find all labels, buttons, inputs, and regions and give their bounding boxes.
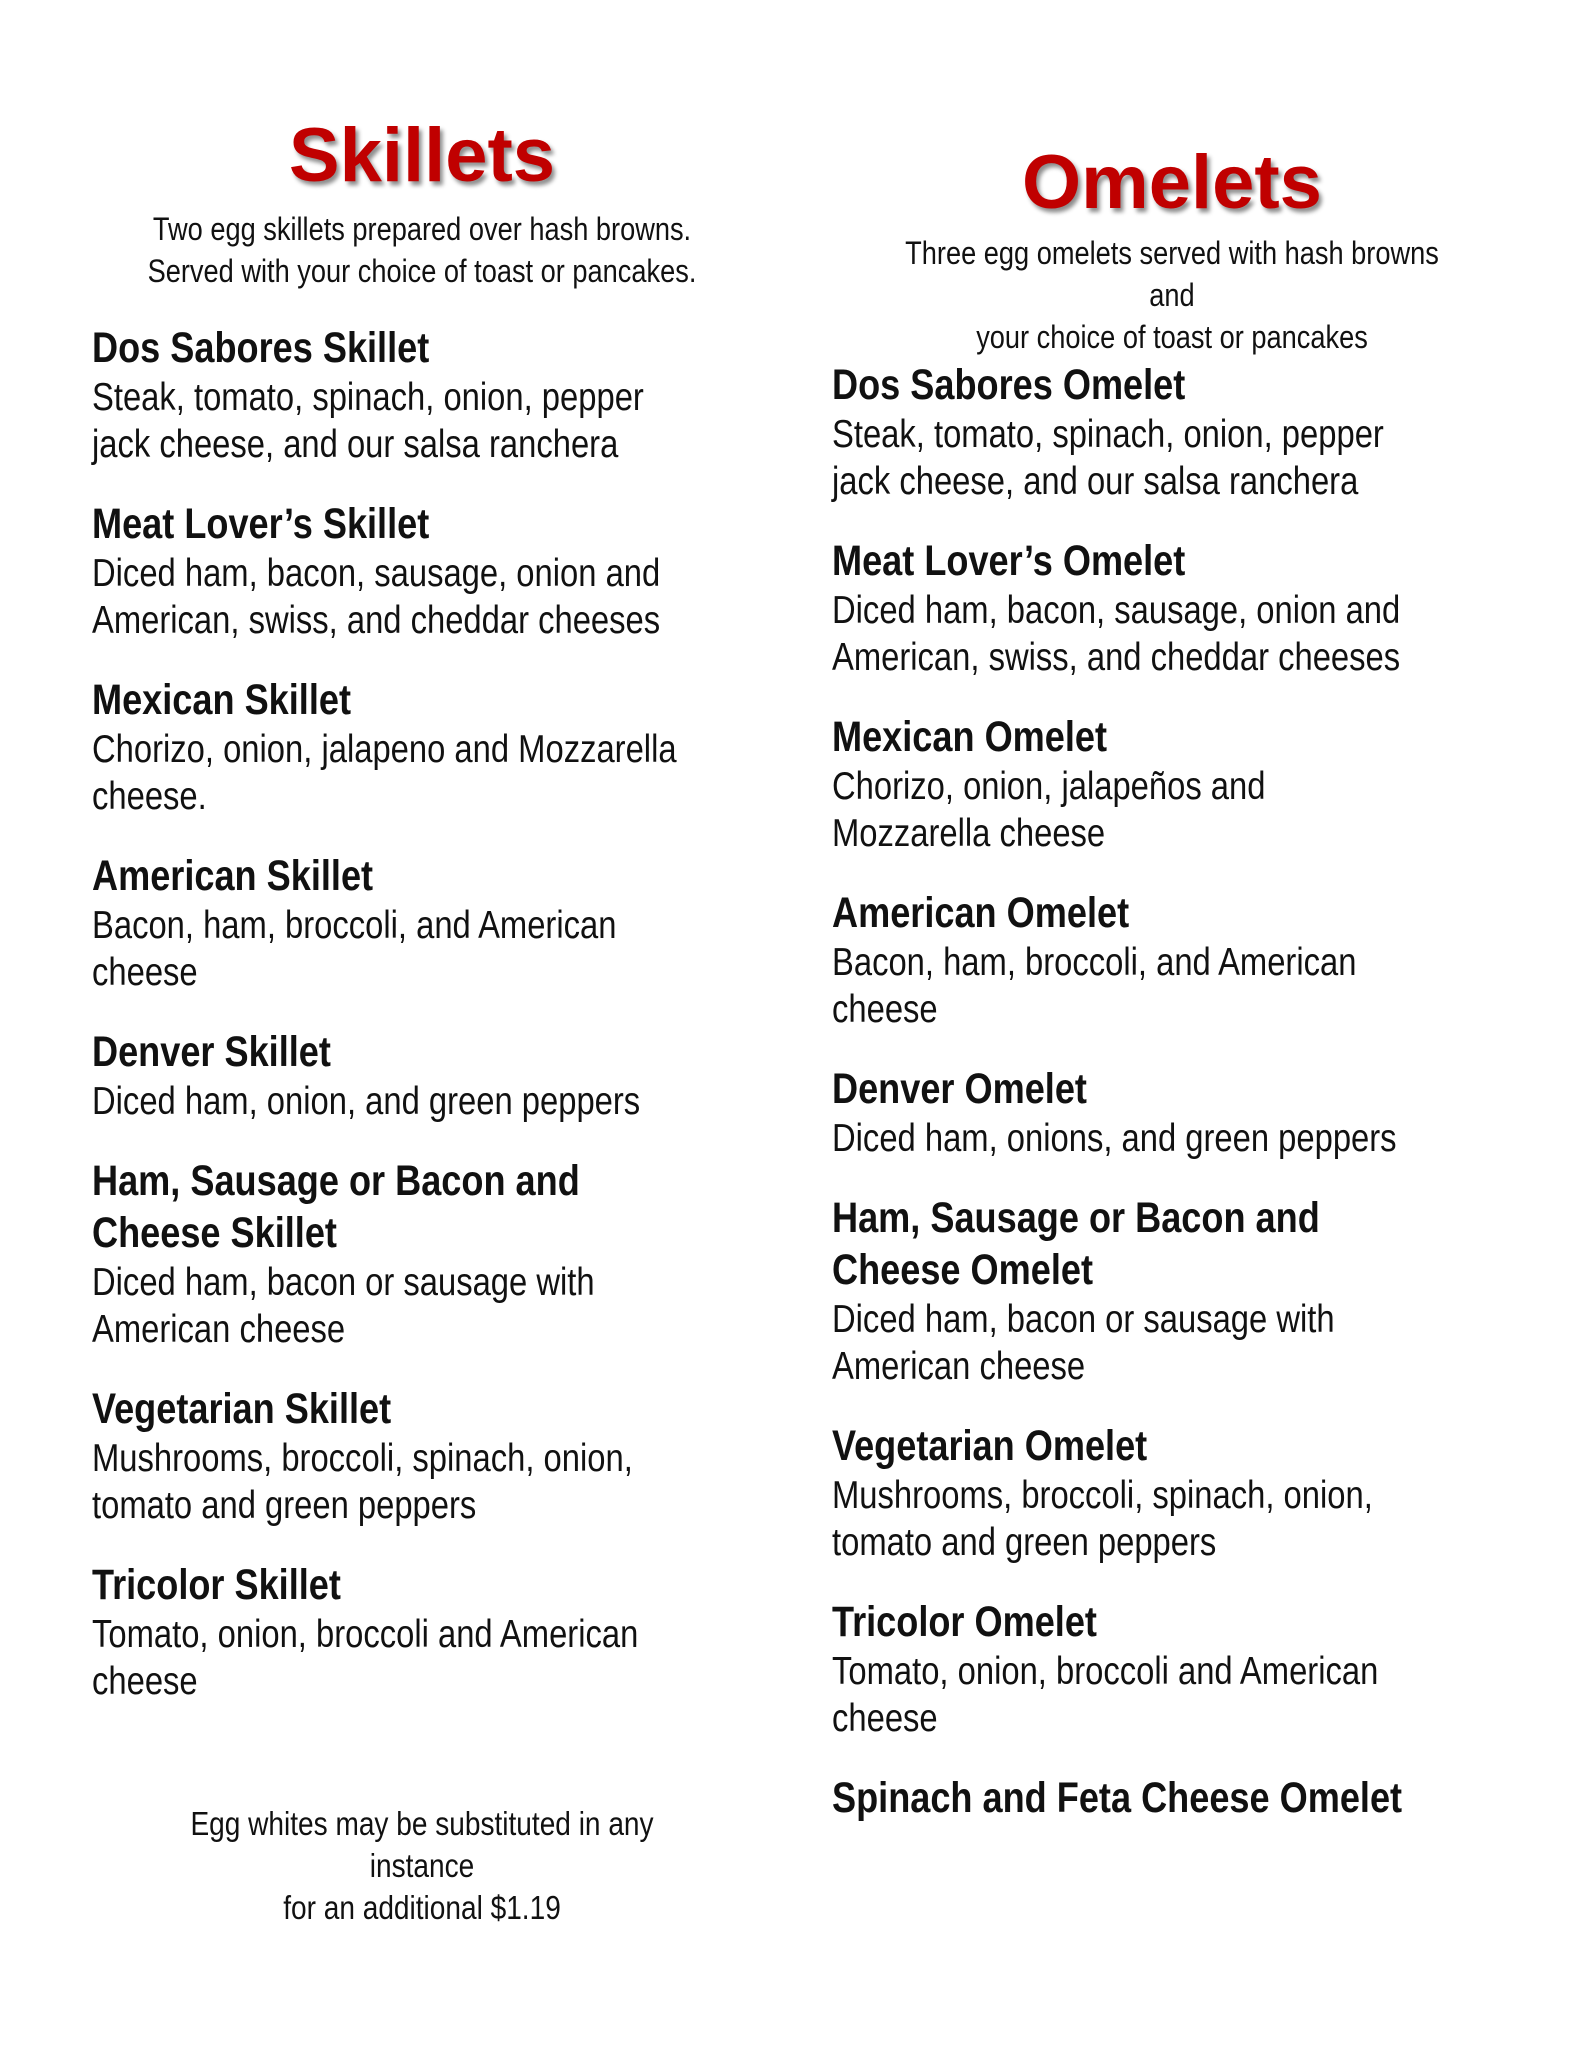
menu-item-desc: Bacon, ham, broccoli, and American cheese <box>832 941 1357 1031</box>
menu-item-desc: Diced ham, bacon or sausage with American cheese <box>832 1298 1335 1388</box>
egg-whites-note-line-2: for an additional $1.19 <box>283 1889 561 1926</box>
skillets-intro <box>142 208 703 292</box>
menu-item <box>92 674 792 820</box>
menu-item-desc: Chorizo, onion, jalapeno and Mozzarella cheese. <box>92 728 677 818</box>
menu-item <box>832 1596 1532 1742</box>
menu-item-desc: Steak, tomato, spinach, onion, pepper jack cheese, and our salsa ranchera <box>92 376 644 466</box>
skillets-title: Skillets <box>288 113 556 198</box>
menu-item-name: Ham, Sausage or Bacon and Cheese Skillet <box>92 1157 580 1257</box>
menu-item <box>832 887 1532 1033</box>
menu-item <box>832 359 1532 505</box>
menu-item-name: American Skillet <box>92 852 374 900</box>
menu-item <box>92 850 792 996</box>
menu-item-name: Meat Lover’s Skillet <box>92 500 430 548</box>
menu-item-desc: Diced ham, onion, and green peppers <box>92 1080 641 1123</box>
skillets-list <box>92 322 792 1735</box>
menu-item <box>92 322 792 468</box>
menu-item-name: Spinach and Feta Cheese Omelet <box>832 1774 1403 1822</box>
menu-item-name: Vegetarian Omelet <box>832 1422 1148 1470</box>
menu-item <box>832 535 1532 681</box>
omelets-list <box>832 359 1532 1854</box>
menu-item-desc: Diced ham, bacon, sausage, onion and American, swiss, and cheddar cheeses <box>92 552 661 642</box>
menu-item-desc: Mushrooms, broccoli, spinach, onion, tomato and green peppers <box>92 1437 633 1527</box>
menu-item <box>92 1383 792 1529</box>
menu-item-desc: Bacon, ham, broccoli, and American cheese <box>92 904 617 994</box>
menu-item <box>832 1192 1532 1390</box>
menu-item-name: Meat Lover’s Omelet <box>832 537 1186 585</box>
menu-item-desc: Diced ham, bacon, sausage, onion and American, swiss, and cheddar cheeses <box>832 589 1401 679</box>
skillets-intro-line-1: Two egg skillets prepared over hash browns. <box>152 211 692 247</box>
menu-item-name: Dos Sabores Omelet <box>832 361 1186 409</box>
menu-item-desc: Diced ham, bacon or sausage with American cheese <box>92 1261 595 1351</box>
menu-item-name: Vegetarian Skillet <box>92 1385 392 1433</box>
menu-item-name: Dos Sabores Skillet <box>92 324 430 372</box>
menu-item <box>92 1026 792 1125</box>
menu-item-name: Denver Omelet <box>832 1065 1087 1113</box>
menu-item-desc: Mushrooms, broccoli, spinach, onion, tomato and green peppers <box>832 1474 1373 1564</box>
menu-item <box>832 1420 1532 1566</box>
omelets-intro-line-1: Three egg omelets served with hash browns and <box>905 235 1439 313</box>
menu-item-desc: Tomato, onion, broccoli and American cheese <box>92 1613 639 1703</box>
egg-whites-note <box>142 1803 703 1929</box>
egg-whites-note-line-1: Egg whites may be substituted in any instance <box>190 1805 654 1884</box>
menu-item <box>92 1155 792 1353</box>
menu-item <box>832 1063 1532 1162</box>
menu-item-name: Tricolor Omelet <box>832 1598 1097 1646</box>
omelets-title: Omelets <box>1022 140 1322 225</box>
omelets-intro-line-2: your choice of toast or pancakes <box>976 319 1368 355</box>
skillets-intro-line-2: Served with your choice of toast or pancakes. <box>147 253 697 289</box>
menu-item-name: Tricolor Skillet <box>92 1561 341 1609</box>
menu-item <box>832 1772 1532 1824</box>
menu-item <box>832 711 1532 857</box>
menu-item-desc: Tomato, onion, broccoli and American cheese <box>832 1650 1379 1740</box>
menu-item <box>92 1559 792 1705</box>
menu-item-desc: Steak, tomato, spinach, onion, pepper jack cheese, and our salsa ranchera <box>832 413 1384 503</box>
menu-item-name: Mexican Omelet <box>832 713 1108 761</box>
menu-item-name: Mexican Skillet <box>92 676 351 724</box>
menu-item-desc: Chorizo, onion, jalapeños and Mozzarella cheese <box>832 765 1266 855</box>
menu-item <box>92 498 792 644</box>
menu-item-name: Ham, Sausage or Bacon and Cheese Omelet <box>832 1194 1320 1294</box>
menu-item-name: Denver Skillet <box>92 1028 331 1076</box>
menu-item-name: American Omelet <box>832 889 1130 937</box>
omelets-intro <box>883 232 1461 358</box>
menu-item-desc: Diced ham, onions, and green peppers <box>832 1117 1397 1160</box>
